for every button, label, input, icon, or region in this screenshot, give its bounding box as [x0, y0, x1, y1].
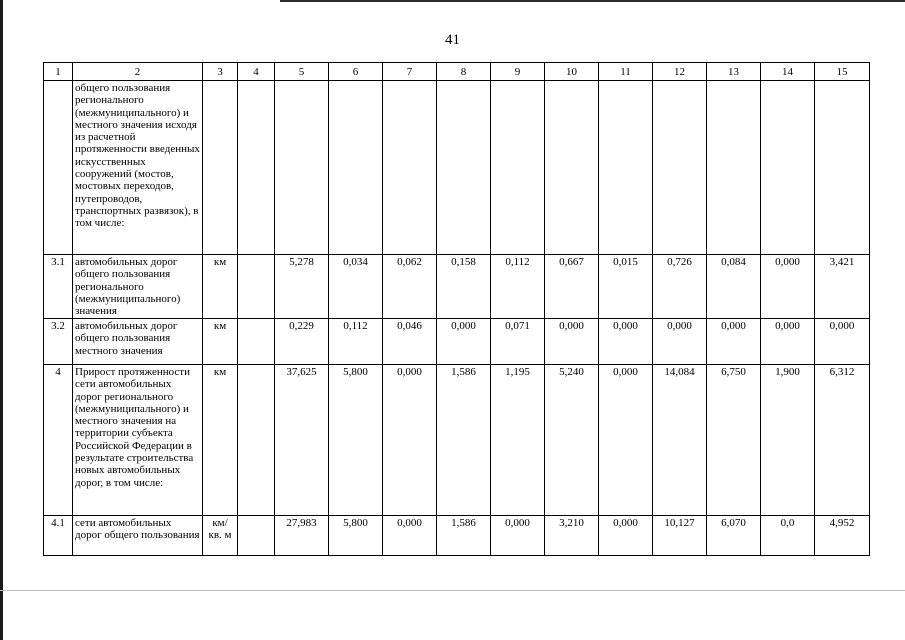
- row-value: 0,084: [707, 255, 761, 319]
- row-value: 6,070: [707, 516, 761, 556]
- row-value: 0,112: [329, 319, 383, 365]
- table-row: [44, 81, 870, 255]
- row-value: 0,000: [599, 365, 653, 516]
- row-description: сети автомобильных дорог общего пользования: [73, 516, 203, 556]
- row-col4: [238, 81, 275, 255]
- row-value: 0,000: [383, 365, 437, 516]
- row-value: 1,900: [761, 365, 815, 516]
- row-value: 0,000: [815, 319, 870, 365]
- row-value: 0,000: [653, 319, 707, 365]
- scan-edge-bottom: [0, 590, 905, 591]
- row-value: [599, 81, 653, 255]
- row-value: [329, 81, 383, 255]
- row-value: 0,034: [329, 255, 383, 319]
- row-value: 1,586: [437, 516, 491, 556]
- row-value: 0,000: [761, 255, 815, 319]
- row-value: 0,071: [491, 319, 545, 365]
- column-header: 9: [491, 63, 545, 81]
- row-value: [761, 81, 815, 255]
- column-header: 14: [761, 63, 815, 81]
- row-value: [545, 81, 599, 255]
- row-number: 3.1: [44, 255, 73, 319]
- row-value: 3,210: [545, 516, 599, 556]
- row-description: автомобильных дорог общего пользования местного значения: [73, 319, 203, 365]
- column-header: 7: [383, 63, 437, 81]
- row-description: Прирост протяженности сети автомобильных дорог регионального (межмуниципального) и местного значения на территории субъекта Российской Федерации в результате строительства новых автомобильных дорог, в том числе:: [73, 365, 203, 516]
- data-table: [43, 62, 870, 556]
- column-header: 1: [44, 63, 73, 81]
- row-number: 3.2: [44, 319, 73, 365]
- row-number: 4: [44, 365, 73, 516]
- row-value: 5,800: [329, 365, 383, 516]
- row-value: [383, 81, 437, 255]
- header-row: [44, 63, 870, 81]
- row-value: [275, 81, 329, 255]
- row-value: 5,800: [329, 516, 383, 556]
- row-value: 0,229: [275, 319, 329, 365]
- row-value: 0,062: [383, 255, 437, 319]
- row-value: 0,000: [707, 319, 761, 365]
- table-row: [44, 516, 870, 556]
- row-unit: км: [203, 365, 238, 516]
- row-value: 0,000: [383, 516, 437, 556]
- column-header: 8: [437, 63, 491, 81]
- scan-edge-left: [0, 0, 3, 640]
- row-value: 4,952: [815, 516, 870, 556]
- row-value: [491, 81, 545, 255]
- column-header: 11: [599, 63, 653, 81]
- row-col4: [238, 516, 275, 556]
- row-value: 0,000: [491, 516, 545, 556]
- row-value: 0,000: [545, 319, 599, 365]
- row-value: 1,195: [491, 365, 545, 516]
- column-header: 5: [275, 63, 329, 81]
- row-description: общего пользования регионального (межмуниципального) и местного значения исходя из расчетной протяженности введенных искусственных сооружений (мостов, мостовых переходов, путепроводов, транспортных развязок), в том числе:: [73, 81, 203, 255]
- row-col4: [238, 255, 275, 319]
- row-value: 5,278: [275, 255, 329, 319]
- row-value: [437, 81, 491, 255]
- row-value: 0,112: [491, 255, 545, 319]
- row-value: 6,750: [707, 365, 761, 516]
- row-col4: [238, 365, 275, 516]
- row-value: 0,015: [599, 255, 653, 319]
- row-value: 27,983: [275, 516, 329, 556]
- row-value: 0,000: [599, 516, 653, 556]
- row-value: 10,127: [653, 516, 707, 556]
- row-number: [44, 81, 73, 255]
- row-value: 0,0: [761, 516, 815, 556]
- row-col4: [238, 319, 275, 365]
- page-number: 41: [445, 32, 460, 48]
- column-header: 10: [545, 63, 599, 81]
- row-value: [653, 81, 707, 255]
- row-unit: км: [203, 255, 238, 319]
- row-value: [815, 81, 870, 255]
- row-value: [707, 81, 761, 255]
- column-header: 2: [73, 63, 203, 81]
- row-value: 0,046: [383, 319, 437, 365]
- column-header: 6: [329, 63, 383, 81]
- row-description: автомобильных дорог общего пользования регионального (межмуниципального) значения: [73, 255, 203, 319]
- table-row: [44, 365, 870, 516]
- row-value: 14,084: [653, 365, 707, 516]
- row-value: 0,000: [761, 319, 815, 365]
- row-value: 1,586: [437, 365, 491, 516]
- column-header: 13: [707, 63, 761, 81]
- column-header: 3: [203, 63, 238, 81]
- row-value: 0,158: [437, 255, 491, 319]
- row-value: 0,000: [437, 319, 491, 365]
- column-header: 4: [238, 63, 275, 81]
- row-value: 0,667: [545, 255, 599, 319]
- row-unit: км/ кв. м: [203, 516, 238, 556]
- row-value: 6,312: [815, 365, 870, 516]
- row-number: 4.1: [44, 516, 73, 556]
- column-header: 15: [815, 63, 870, 81]
- column-header: 12: [653, 63, 707, 81]
- row-unit: [203, 81, 238, 255]
- row-value: 0,000: [599, 319, 653, 365]
- row-value: 37,625: [275, 365, 329, 516]
- scan-edge-top: [280, 0, 905, 2]
- table-row: [44, 255, 870, 319]
- row-value: 0,726: [653, 255, 707, 319]
- row-value: 3,421: [815, 255, 870, 319]
- table-row: [44, 319, 870, 365]
- row-value: 5,240: [545, 365, 599, 516]
- row-unit: км: [203, 319, 238, 365]
